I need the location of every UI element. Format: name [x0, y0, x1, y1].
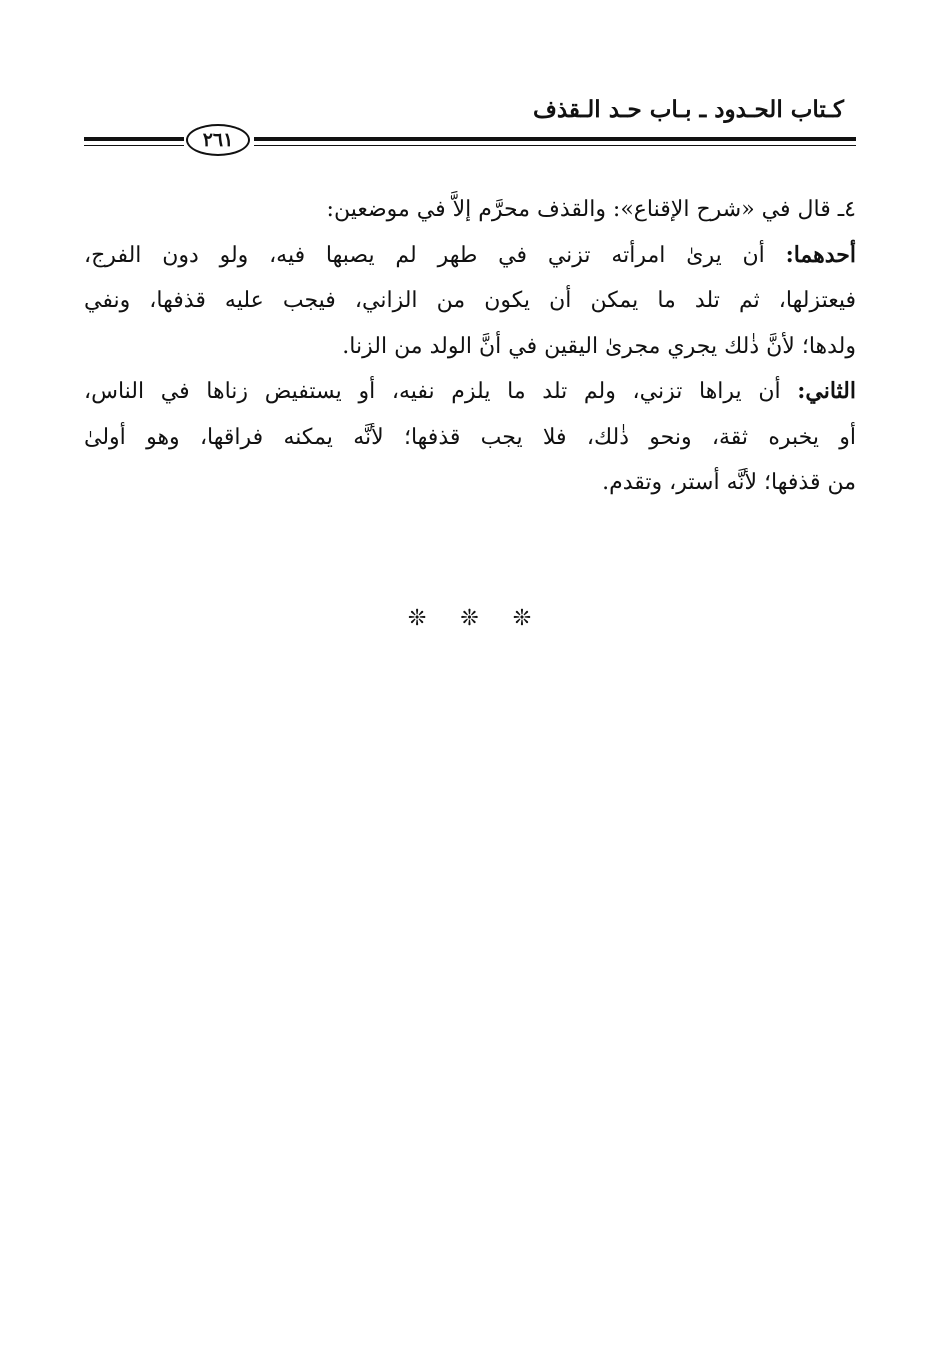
separator-mark: ❊ — [407, 606, 427, 631]
first-case-line-2: فيعتزلها، ثم تلد ما يمكن أن يكون من الزاني، فيجب عليه قذفها، ونفي — [84, 288, 856, 313]
second-case-line-1 — [84, 369, 856, 415]
header-rule-thick-right — [254, 137, 856, 141]
paragraph-first — [84, 233, 856, 370]
first-case-text-1: أن يرىٰ امرأته تزني في طهر لم يصبها فيه، ولو دون الفرج، — [84, 242, 786, 268]
separator-mark: ❊ — [460, 606, 479, 631]
header-rule-thin-left — [84, 145, 184, 146]
running-title: كـتاب الحـدود ـ بـاب حـد الـقذف — [533, 96, 844, 123]
page-number-text: ٢٦١ — [202, 129, 234, 151]
page-number — [186, 124, 250, 156]
header-rule-thin-right — [254, 145, 856, 146]
header-rule-thick-left — [84, 137, 184, 141]
paragraph-second — [84, 369, 856, 506]
separator-mark: ❊ — [512, 606, 532, 631]
second-case-line-3: من قذفها؛ لأنَّه أستر، وتقدم. — [602, 470, 856, 495]
paragraph-intro — [84, 187, 856, 233]
main-text — [84, 187, 856, 506]
second-case-line-2: أو يخبره ثقة، ونحو ذٰلك، فلا يجب قذفها؛ لأنَّه يمكنه فراقها، وهو أولىٰ — [84, 424, 856, 450]
second-case-text-1: أن يراها تزني، ولم تلد ما يلزم نفيه، أو يستفيض زناها في الناس، — [84, 379, 798, 404]
intro-line: ٤ـ قال في «شرح الإقناع»: والقذف محرَّم إلاَّ في موضعين: — [326, 197, 856, 222]
first-case-line-1 — [84, 233, 856, 279]
second-case-label: الثاني: — [797, 378, 856, 404]
section-separator — [0, 606, 939, 631]
first-case-label: أحدهما: — [785, 241, 856, 268]
first-case-line-3: ولدها؛ لأنَّ ذٰلك يجري مجرىٰ اليقين في أنَّ الولد من الزنا. — [342, 333, 856, 359]
